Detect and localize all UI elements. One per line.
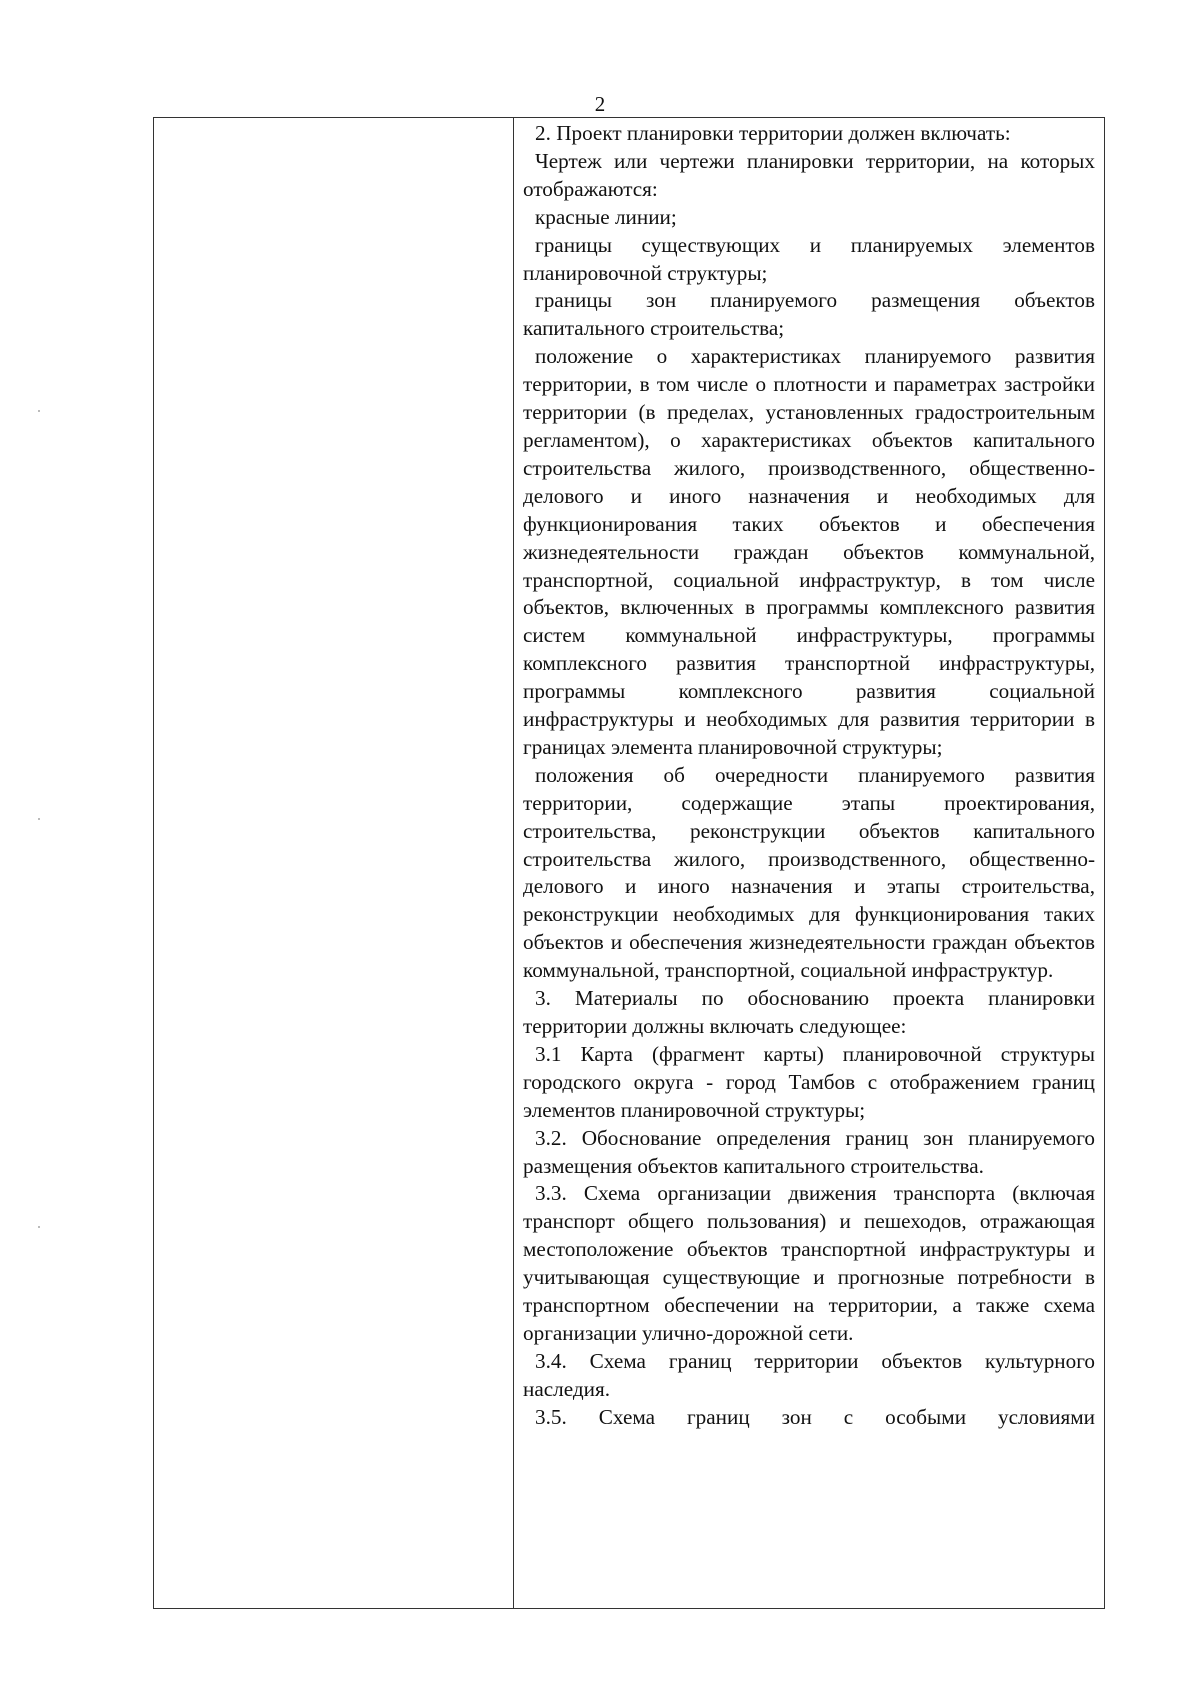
table-left-column [154,118,514,1608]
paragraph-drawings: Чертеж или чертежи планировки территории, на которых отображаются: [523,148,1095,201]
paragraph-item-3-1: 3.1 Карта (фрагмент карты) планировочной структуры городского округа - город Тамбов с отображением границ элементов планировочной структуры; [523,1041,1095,1122]
paragraph-justification-materials: 3. Материалы по обоснованию проекта планировки территории должны включать следующее: [523,986,1095,1038]
paragraph-zone-boundaries: границы зон планируемого размещения объектов капитального строительства; [523,288,1095,341]
paragraph-structure-boundaries: границы существующих и планируемых элементов планировочной структуры; [523,232,1095,285]
scan-speck [38,818,40,820]
paragraph-item-3-2: 3.2. Обоснование определения границ зон планируемого размещения объектов капитального строительства. [523,1125,1095,1178]
paragraph-development-stages: положения об очередности планируемого развития территории, содержащие этапы проектирования, строительства, реконструкции объектов капитального строительства жилого, производственного, общественно-делового и иного назначения и этапы строительства, реконструкции необходимых для функционирования таких объектов и обеспечения жизнедеятельности граждан объектов коммунальной, транспортной, социальной инфраструктур. [523,762,1095,983]
scan-speck [38,410,40,412]
table-right-column [515,118,1105,1608]
paragraph-project-content: 2. Проект планировки территории должен включать: [535,121,1011,145]
page-number: 2 [594,92,606,116]
paragraph-item-3-5: 3.5. Схема границ зон с особыми условиями [535,1404,1095,1429]
paragraph-development-characteristics: положение о характеристиках планируемого развития территории, в том числе о плотности и параметрах застройки территории (в пределах, установленных градостроительным регламентом), о характеристиках объектов капитального строительства жилого, производственного, общественно-делового и иного назначения и необходимых для функционирования таких объектов и обеспечения жизнедеятельности граждан объектов коммунальной, транспортной, социальной инфраструктур, в том числе объектов, включенных в программы комплексного развития систем коммунальной инфраструктуры, программы комплексного развития транспортной инфраструктуры, программы комплексного развития социальной инфраструктуры и необходимых для развития территории в границах элемента планировочной структуры; [523,344,1095,759]
paragraph-item-3-4: 3.4. Схема границ территории объектов культурного наследия. [523,1348,1095,1401]
document-table [153,117,1105,1609]
paragraph-red-lines: красные линии; [535,204,677,229]
paragraph-item-3-3: 3.3. Схема организации движения транспорта (включая транспорт общего пользования) и пешеходов, отражающая местоположение объектов транспортной инфраструктуры и учитывающая существующие и прогнозные потребности в транспортном обеспечении на территории, а также схема организации улично-дорожной сети. [523,1181,1095,1345]
scan-speck [38,1226,40,1228]
